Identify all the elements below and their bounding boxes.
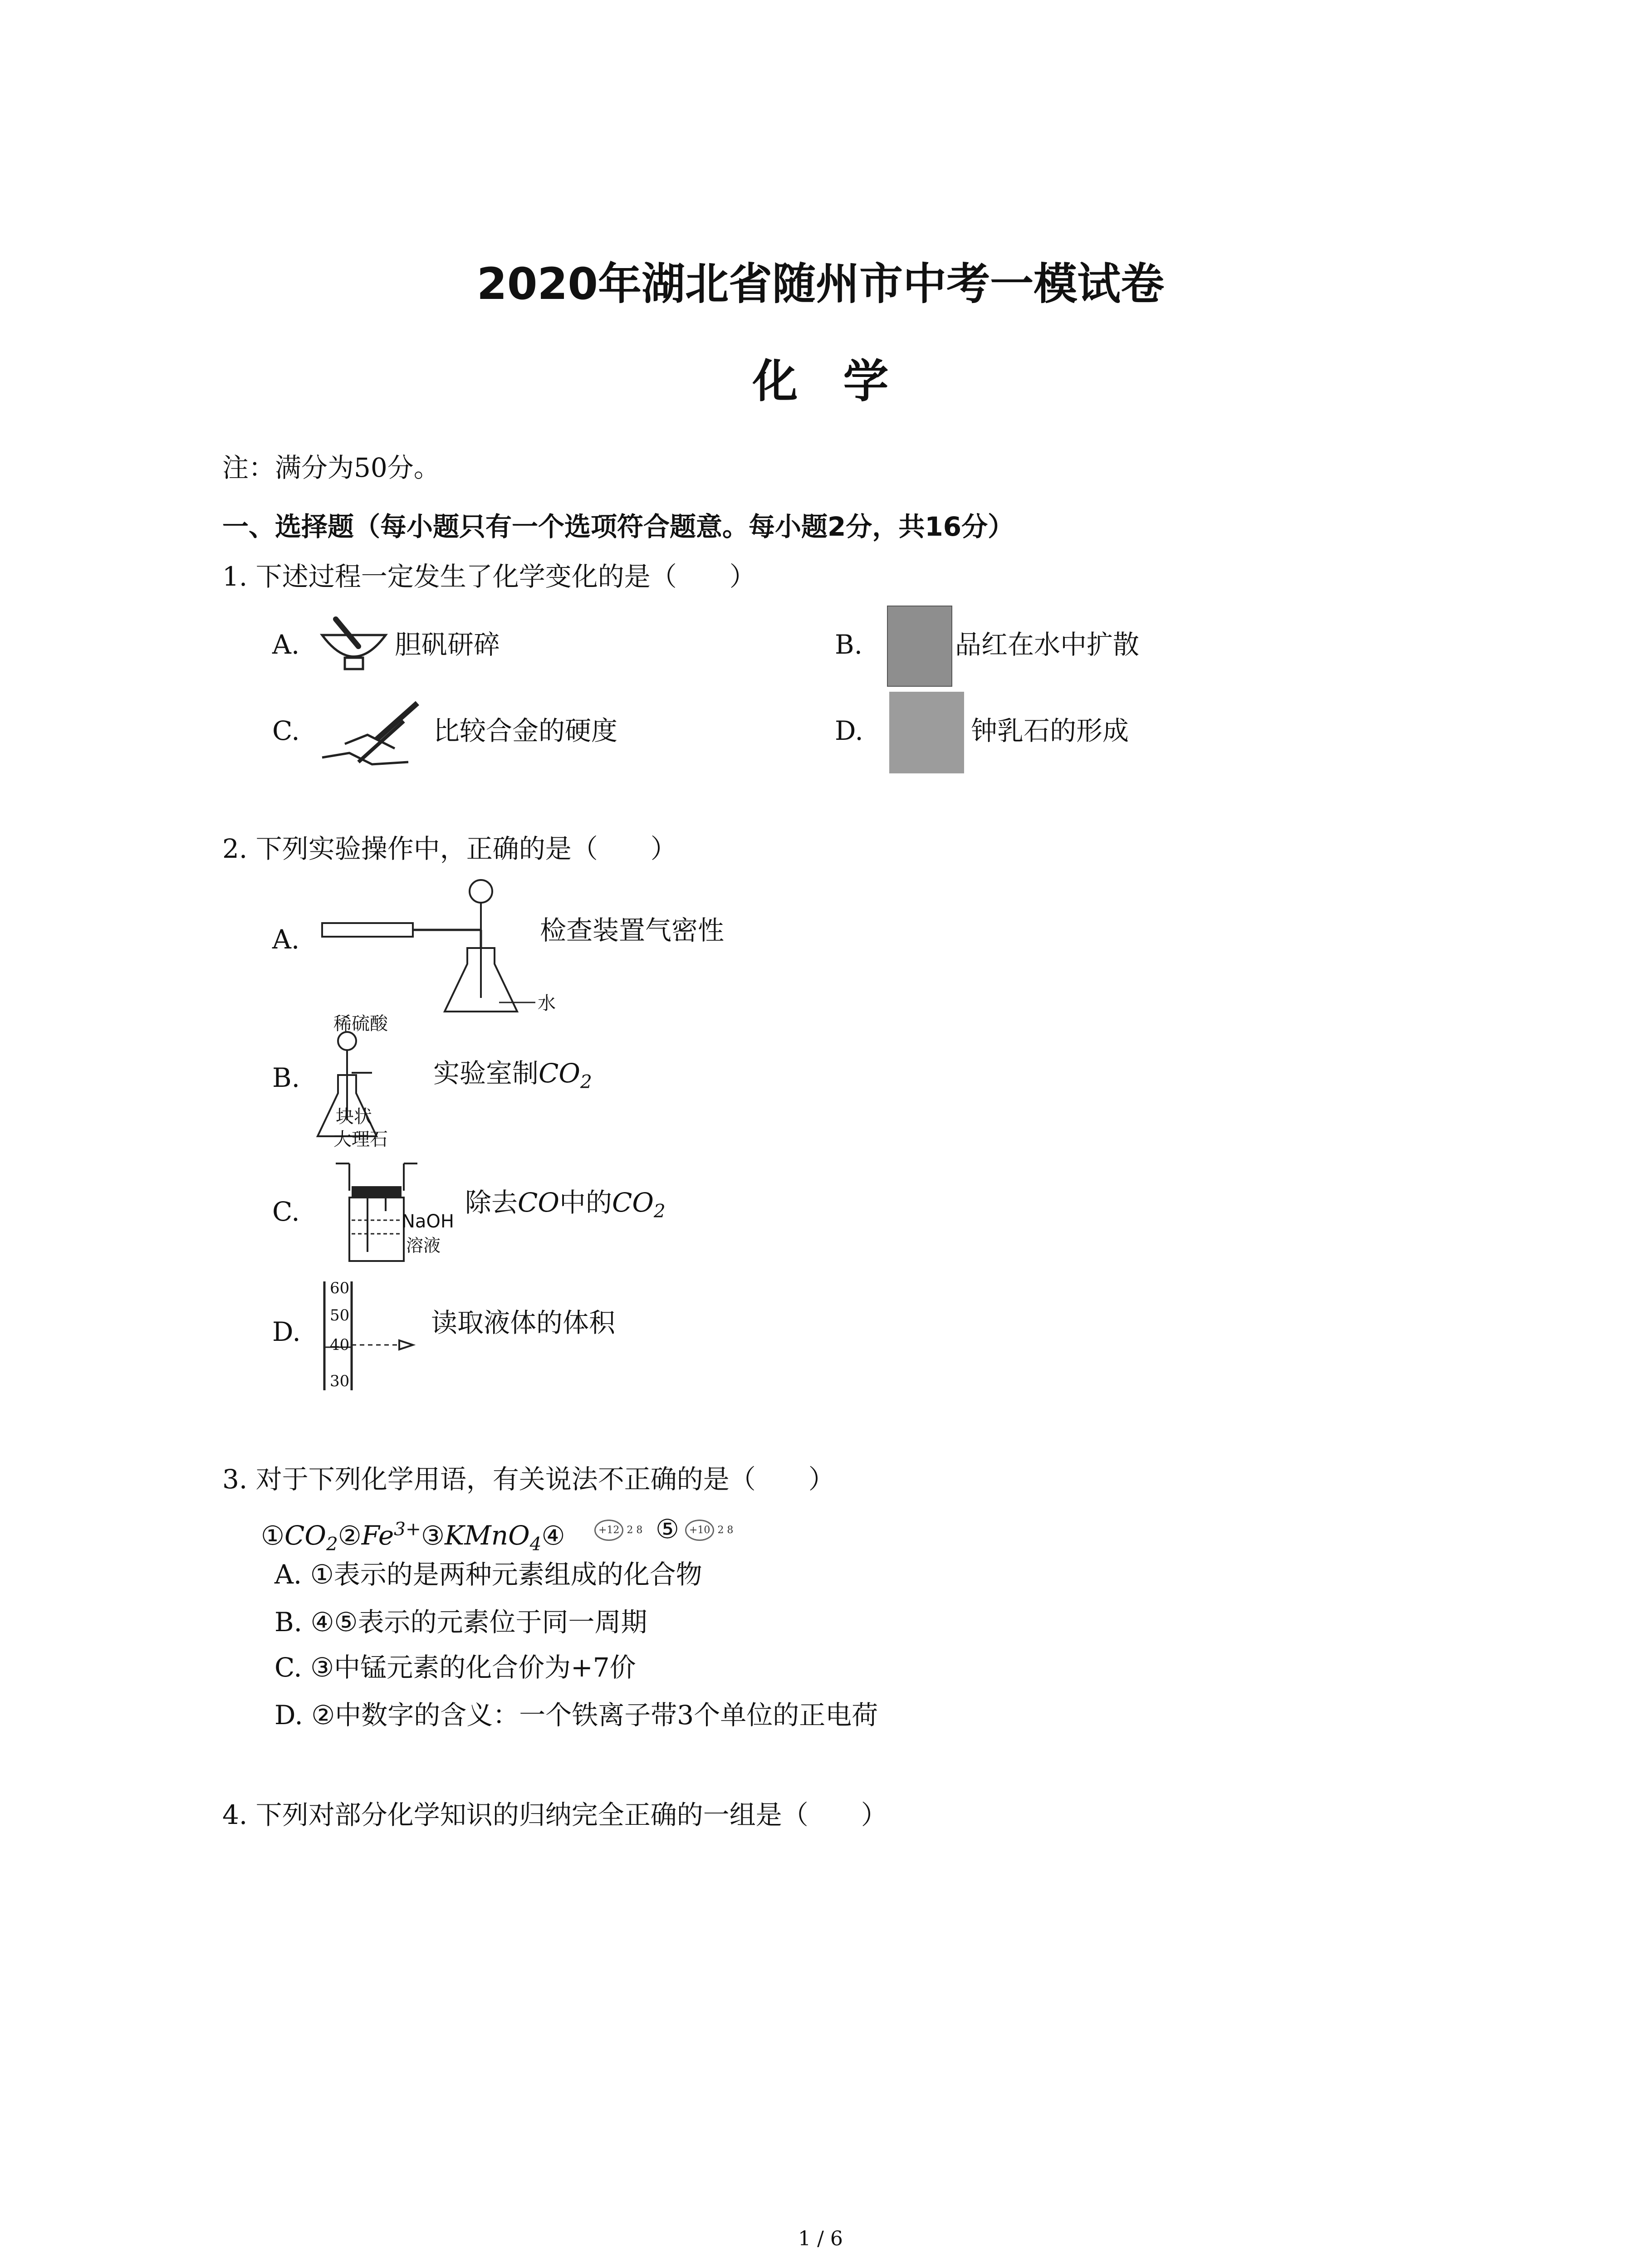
term-fe-superscript: 3+	[394, 1518, 421, 1540]
term-fe	[362, 1520, 421, 1551]
term-kmno4-base: KMnO	[445, 1520, 530, 1551]
co2-formula-c	[612, 1187, 666, 1222]
q1-option-c-letter: C.	[272, 715, 300, 746]
q1-option-b-letter: B.	[835, 629, 863, 660]
q1-option-d-text: 钟乳石的形成	[971, 715, 1129, 746]
page-title: 2020年湖北省随州市中考一模试卷	[476, 259, 1165, 309]
question-3-stem: 3. 对于下列化学用语，有关说法不正确的是（ ）	[222, 1464, 835, 1495]
score-note: 注：满分为50分。	[222, 452, 440, 483]
atom-5-shells: 2 8	[717, 1525, 734, 1536]
mortar-pestle-image	[318, 610, 390, 678]
q3-option-d: D. ②中数字的含义：一个铁离子带3个单位的正电荷	[274, 1700, 878, 1730]
co2-subscript: 2	[580, 1070, 592, 1093]
naoh-label: NaOH	[402, 1211, 454, 1232]
term-kmno4-subscript: 4	[529, 1533, 542, 1555]
term-fe-base: Fe	[361, 1520, 394, 1551]
q1-option-d-letter: D.	[835, 715, 863, 746]
chemical-terms-line	[261, 1513, 565, 1560]
in-label: 中的	[559, 1187, 612, 1218]
alloy-scratch-image	[318, 694, 431, 773]
co2-formula	[539, 1058, 592, 1093]
tick-30: 30	[330, 1372, 350, 1390]
term-co2-subscript: 2	[326, 1533, 338, 1555]
term-2-marker: ②	[338, 1520, 362, 1551]
term-5-marker: ⑤	[656, 1514, 679, 1545]
remove-label: 除去	[465, 1187, 518, 1218]
question-1-stem: 1. 下述过程一定发生了化学变化的是（ ）	[222, 561, 756, 592]
water-label: 水	[538, 993, 556, 1014]
q1-option-a-letter: A.	[272, 629, 300, 660]
atom-4-shells: 2 8	[627, 1525, 643, 1536]
stalactite-photo	[889, 692, 964, 773]
marble-label-1: 块状	[336, 1106, 372, 1127]
term-kmno4	[445, 1520, 542, 1555]
atom-diagram-4	[594, 1520, 662, 1551]
q1-option-b-text: 品红在水中扩散	[955, 629, 1140, 660]
q1-option-a-text: 胆矾研碎	[395, 629, 500, 660]
q3-option-c: C. ③中锰元素的化合价为+7价	[274, 1652, 636, 1683]
tick-40: 40	[330, 1336, 350, 1354]
marble-label-2: 大理石	[333, 1129, 388, 1150]
q2-option-c-letter: C.	[272, 1196, 300, 1227]
q3-option-b: B. ④⑤表示的元素位于同一周期	[274, 1607, 647, 1637]
q2-option-a-letter: A.	[272, 924, 300, 955]
co2-c-subscript: 2	[653, 1200, 666, 1222]
q1-option-c-text: 比较合金的硬度	[433, 715, 618, 746]
atom-diagram-5	[685, 1520, 753, 1551]
q2-option-d-text: 读取液体的体积	[431, 1307, 616, 1338]
solution-label: 溶液	[406, 1236, 441, 1256]
subject-title: 化 学	[752, 355, 889, 408]
page-number: 1 / 6	[798, 2227, 843, 2250]
dilute-sulfuric-acid-label: 稀硫酸	[333, 1013, 388, 1034]
q2-option-c-text	[465, 1186, 666, 1227]
term-3-marker: ③	[421, 1520, 445, 1551]
tick-50: 50	[330, 1306, 350, 1325]
question-4-stem: 4. 下列对部分化学知识的归纳完全正确的一组是（ ）	[222, 1799, 887, 1830]
q2-option-d-letter: D.	[272, 1316, 301, 1347]
section-heading: 一、选择题（每小题只有一个选项符合题意。每小题2分，共16分）	[222, 511, 1014, 542]
airtight-check-apparatus	[318, 875, 544, 1021]
term-1-marker: ①	[261, 1520, 284, 1551]
atom-4-nucleus: +12	[594, 1520, 623, 1541]
co2-base: CO	[539, 1058, 580, 1089]
tick-60: 60	[330, 1279, 350, 1297]
term-co2-base: CO	[284, 1520, 326, 1551]
term-4-marker: ④	[541, 1520, 565, 1551]
q2-option-b-letter: B.	[272, 1062, 300, 1093]
ink-diffusion-photo	[887, 606, 952, 687]
atom-5-nucleus: +10	[685, 1520, 714, 1541]
question-2-stem: 2. 下列实验操作中，正确的是（ ）	[222, 833, 677, 864]
q2-option-a-text: 检查装置气密性	[540, 915, 725, 946]
q3-option-a: A. ①表示的是两种元素组成的化合物	[274, 1559, 702, 1590]
co2-c-base: CO	[612, 1187, 654, 1218]
term-co2	[284, 1520, 338, 1555]
co-formula: CO	[518, 1187, 559, 1218]
q2-option-b-text-label: 实验室制	[433, 1058, 539, 1089]
q2-option-b-text	[433, 1057, 592, 1098]
